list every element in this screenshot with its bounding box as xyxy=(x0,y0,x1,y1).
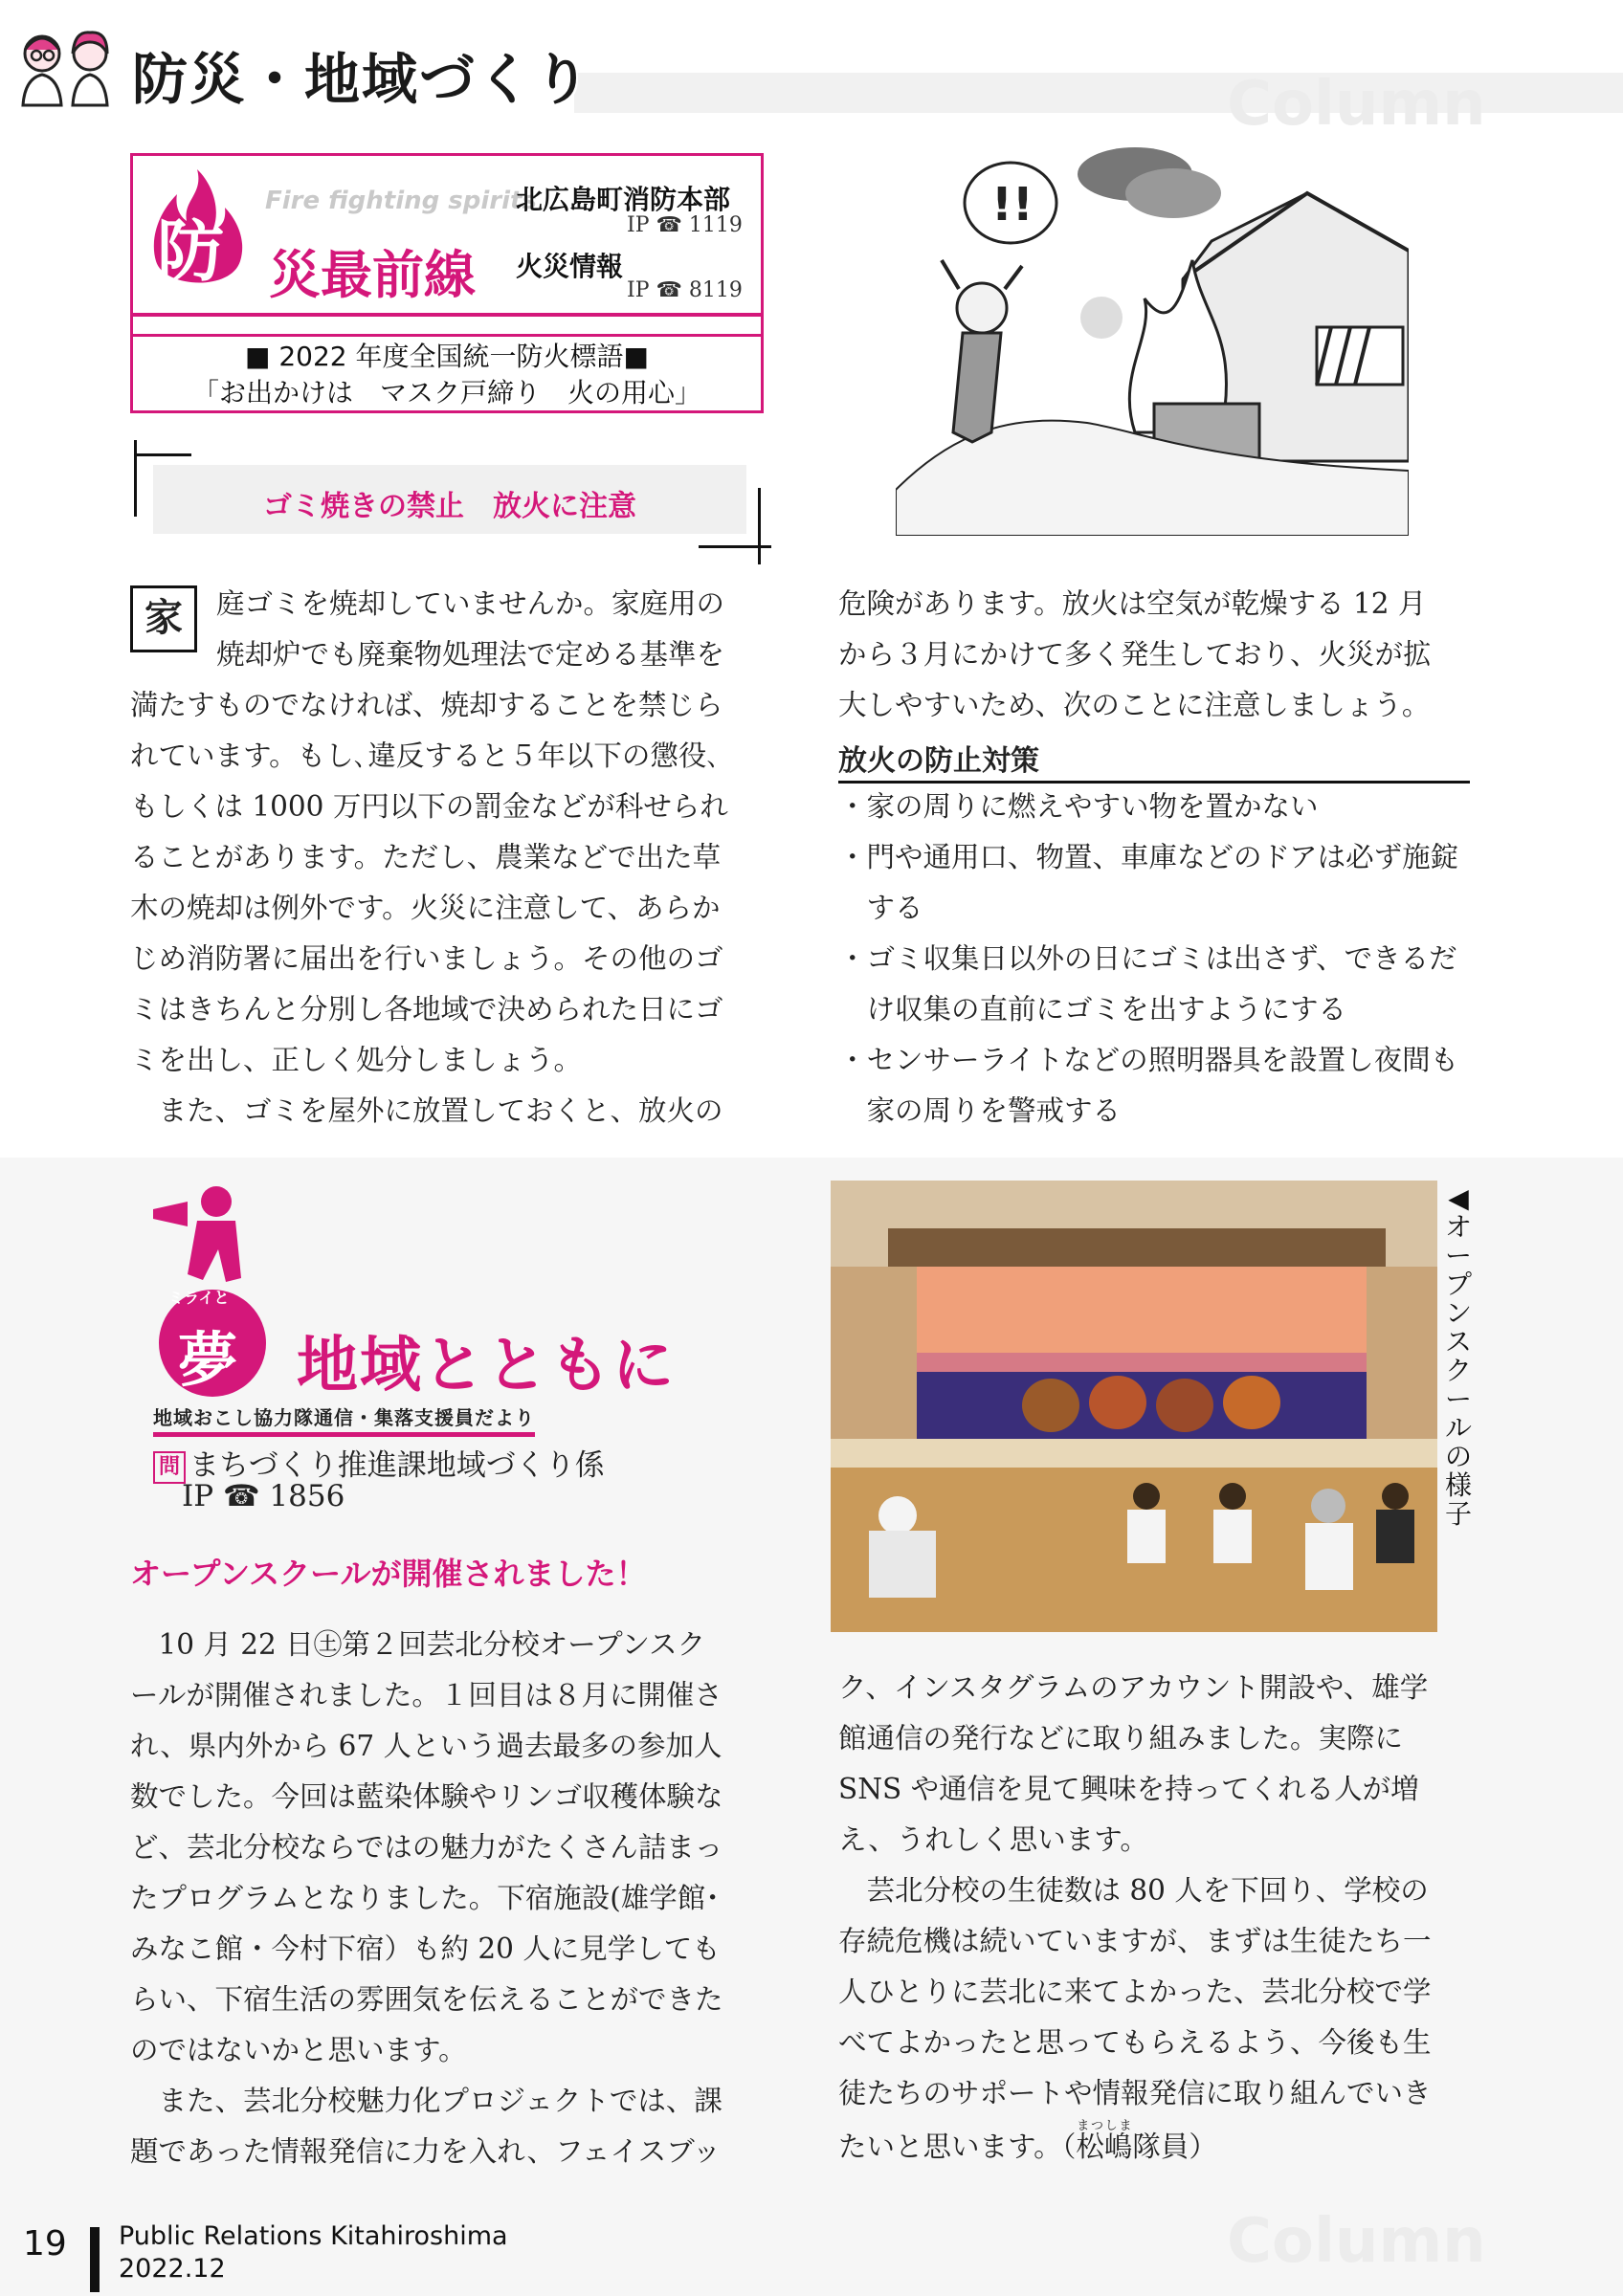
open-school-line: また、芸北分校魅力化プロジェクトでは、課 xyxy=(130,2085,723,2117)
publication-name: Public Relations Kitahiroshima xyxy=(119,2221,508,2251)
page-number: 19 xyxy=(23,2224,67,2263)
open-school-line: SNS や通信を見て興味を持ってくれる人が増 xyxy=(838,1773,1419,1805)
fire-article-line: 大しやすいため、次のことに注意しましょう。 xyxy=(838,689,1431,721)
bracket-line xyxy=(134,440,137,517)
fire-title: 災最前線 xyxy=(269,245,476,305)
prevention-item: ・家の周りに燃えやすい物を置かない xyxy=(838,790,1319,823)
open-school-line: ク、インスタグラムのアカウント開設や、雄学 xyxy=(838,1671,1429,1704)
open-school-line: れ、県内外から 67 人という過去最多の参加人 xyxy=(130,1730,723,1762)
inquiry-mark: 問 xyxy=(153,1451,186,1484)
photo-caption: ◀オープンスクールの様子 xyxy=(1444,1182,1472,1530)
open-school-line: べてよかったと思ってもらえるよう、今後も生 xyxy=(838,2026,1432,2059)
open-school-line: 館通信の発行などに取り組みました。実際に xyxy=(838,1722,1404,1755)
issue-date: 2022.12 xyxy=(119,2254,226,2284)
open-school-line: 題であった情報発信に力を入れ、フェイスブッ xyxy=(130,2135,722,2168)
svg-text:!!: !! xyxy=(991,178,1034,232)
open-school-line: のではないかと思います。 xyxy=(130,2034,467,2066)
open-school-photo xyxy=(831,1181,1437,1632)
fire-article-line: 焼却炉でも廃棄物処理法で定める基準を xyxy=(216,638,725,671)
dream-badge-kanji: 夢 xyxy=(178,1325,238,1395)
open-school-line: 存続危機は続いていますが、まずは生徒たち一 xyxy=(838,1925,1432,1957)
closing-suffix: 隊員） xyxy=(1132,2130,1217,2163)
slogan-title: ■ 2022 年度全国統一防火標語■ xyxy=(245,341,649,372)
bracket-line xyxy=(699,545,771,548)
open-school-line: らい、下宿生活の雰囲気を伝えることができた xyxy=(130,1983,723,2016)
author-name-text: 松嶋 xyxy=(1076,2130,1133,2163)
prevention-item: ・門や通用口、物置、車庫などのドアは必ず施錠する xyxy=(838,841,1459,924)
contact-dept-text: まちづくり推進課地域づくり係 xyxy=(189,1448,605,1483)
fire-article-line: また、ゴミを屋外に放置しておくと、放火の xyxy=(130,1094,723,1127)
bracket-line xyxy=(134,453,191,456)
closing-text: たいと思います。（ xyxy=(838,2130,1077,2163)
fire-box-top xyxy=(133,156,761,313)
open-school-line: え、うれしく思います。 xyxy=(838,1823,1148,1856)
dream-subtitle: 地域おこし協力隊通信・集落支援員だより xyxy=(153,1402,535,1437)
open-school-line: 数でした。今回は藍染体験やリンゴ収穫体験な xyxy=(130,1780,723,1813)
open-school-line: 芸北分校の生徒数は 80 人を下回り、学校の xyxy=(838,1874,1429,1907)
fire-article-line: ることがあります。ただし、農業などで出た草 xyxy=(130,841,722,873)
drop-cap: 家 xyxy=(130,585,197,652)
prevention-item: ・ゴミ収集日以外の日にゴミは出さず、できるだけ収集の直前にゴミを出すようにする xyxy=(838,942,1457,1026)
open-school-line: ールが開催されました。１回目は８月に開催さ xyxy=(130,1679,723,1711)
fire-en-label: Fire fighting spirits xyxy=(265,187,537,215)
fire-title-kanji: 防 xyxy=(157,212,224,291)
column-watermark-top: Column xyxy=(1227,69,1486,140)
fire-article-line: ミを出し、正しく処分しましょう。 xyxy=(130,1044,583,1076)
gym-stage-image xyxy=(831,1181,1437,1632)
author-name-reading: まつしま xyxy=(1076,2119,1133,2133)
fire-article-line: もしくは 1000 万円以下の罰金などが科せられ xyxy=(130,790,728,823)
fire-box-divider xyxy=(133,313,761,337)
section-title: 防災・地域づくり xyxy=(132,47,592,112)
column-watermark-bottom: Column xyxy=(1227,2206,1486,2277)
open-school-line: 徒たちのサポートや情報発信に取り組んでいき xyxy=(838,2077,1432,2109)
prevention-title: 放火の防止対策 xyxy=(838,737,1470,784)
fire-article-line: 危険があります。放火は空気が乾燥する 12 月 xyxy=(838,587,1427,620)
open-school-line: みなこ館・今村下宿）も約 20 人に見学しても xyxy=(130,1932,721,1965)
fire-info-ip: IP ☎ 8119 xyxy=(627,278,743,302)
fire-article-line: から３月にかけて多く発生しており、火災が拡 xyxy=(838,638,1432,671)
bracket-line xyxy=(758,488,761,564)
contact-dept xyxy=(153,1441,605,1484)
fire-article-line: れています。もし､違反すると５年以下の懲役､ xyxy=(130,740,722,772)
mascots-icon xyxy=(13,25,119,107)
open-school-line: ど、芸北分校ならではの魅力がたくさん詰まっ xyxy=(130,1831,723,1864)
open-school-heading: オープンスクールが開催されました！ xyxy=(130,1556,647,1592)
dream-title: 地域とともに xyxy=(297,1331,676,1402)
fire-dept-ip: IP ☎ 1119 xyxy=(627,213,743,237)
open-school-line: 10 月 22 日㊏第２回芸北分校オープンスク xyxy=(130,1628,706,1661)
footer-bar xyxy=(90,2227,100,2292)
dream-badge-small: ミライと xyxy=(168,1289,230,1307)
slogan-text: 「お出かけは マスク戸締り 火の用心」 xyxy=(191,377,701,408)
author-name xyxy=(1076,2119,1133,2163)
open-school-line: 人ひとりに芸北に来てよかった、芸北分校で学 xyxy=(838,1976,1432,2008)
fire-article-line: 満たすものでなければ、焼却することを禁じら xyxy=(130,689,723,721)
fire-info-box xyxy=(130,153,764,413)
open-school-line: たプログラムとなりました。下宿施設(雄学館･ xyxy=(130,1882,720,1914)
fire-dept-name: 北広島町消防本部 xyxy=(516,184,731,215)
contact-ip: IP ☎ 1856 xyxy=(182,1479,345,1513)
fire-article-line: じめ消防署に届出を行いましょう。その他のゴ xyxy=(130,942,723,975)
fire-article-line: 木の焼却は例外です。火災に注意して、あらか xyxy=(130,892,721,924)
prevention-list xyxy=(838,782,1472,1137)
open-school-last-line xyxy=(838,2119,1479,2173)
fire-article-line: 庭ゴミを焼却していませんか。家庭用の xyxy=(216,587,725,620)
fire-article-line: ミはきちんと分別し各地域で決められた日にゴ xyxy=(130,993,723,1026)
prevention-item: ・センサーライトなどの照明器具を設置し夜間も家の周りを警戒する xyxy=(838,1044,1459,1127)
house-fire-illustration xyxy=(896,145,1409,536)
fire-info-label: 火災情報 xyxy=(516,251,624,282)
fire-article-heading: ゴミ焼きの禁止 放火に注意 xyxy=(263,490,636,523)
